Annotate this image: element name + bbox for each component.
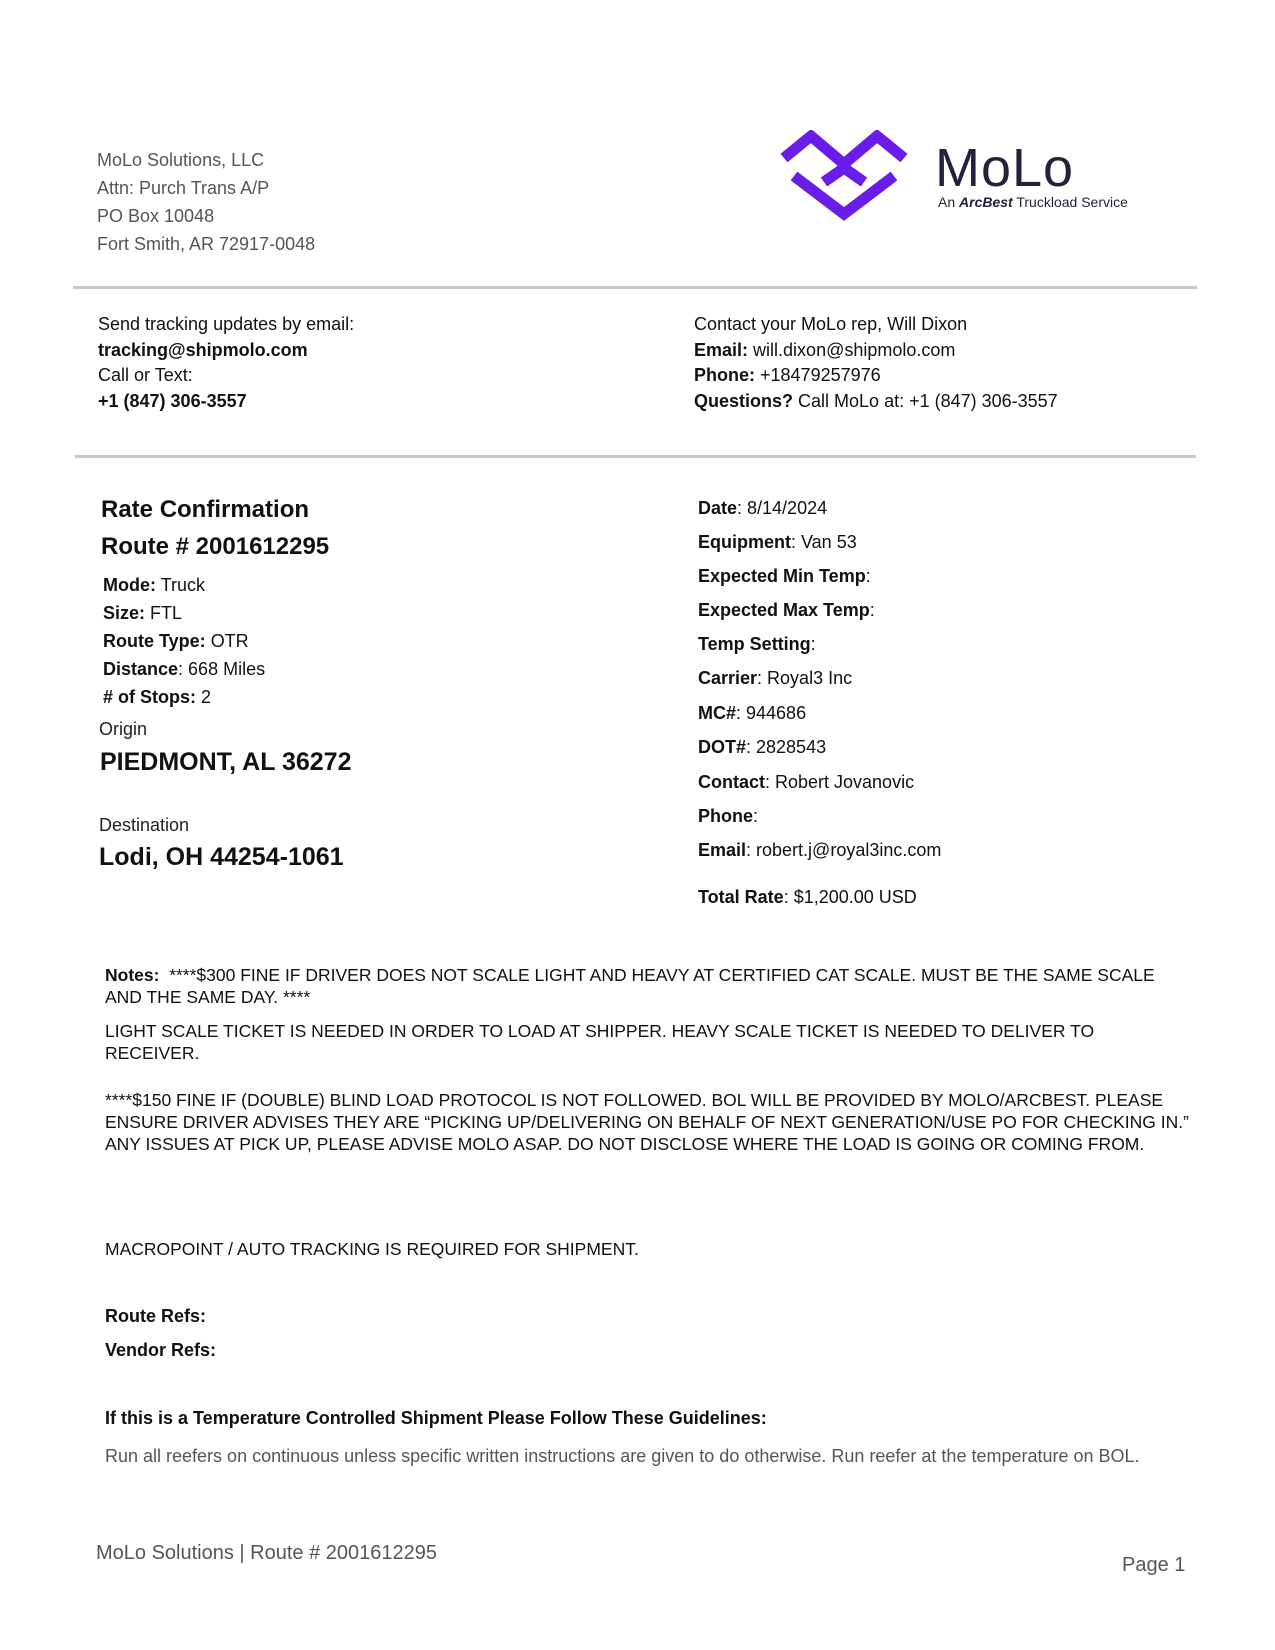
logo-tagline: An ArcBest Truckload Service xyxy=(938,194,1128,210)
equipment-row: Equipment: Van 53 xyxy=(698,532,857,552)
min-temp-row: Expected Min Temp: xyxy=(698,566,871,586)
route-refs-label: Route Refs: xyxy=(105,1306,207,1326)
rep-phone-row: Phone: +18479257976 xyxy=(694,365,881,385)
destination-location: Lodi, OH 44254-1061 xyxy=(99,843,344,871)
vendor-refs-label: Vendor Refs: xyxy=(105,1340,217,1360)
origin-label: Origin xyxy=(99,719,148,739)
arcbest-wordmark: ArcBest xyxy=(959,194,1013,210)
distance-row: Distance: 668 Miles xyxy=(103,659,266,679)
carrier-email-row: Email: robert.j@royal3inc.com xyxy=(698,840,942,860)
header-divider xyxy=(73,286,1197,289)
molo-mark-icon xyxy=(778,130,910,222)
tracking-email[interactable]: tracking@shipmolo.com xyxy=(98,339,308,360)
temp-setting-row: Temp Setting: xyxy=(698,634,816,654)
notes-label: Notes: xyxy=(105,965,160,985)
destination-label: Destination xyxy=(99,815,190,835)
rep-phone[interactable]: +18479257976 xyxy=(760,365,881,385)
address-line-4: Fort Smith, AR 72917-0048 xyxy=(97,234,316,254)
rep-email-row: Email: will.dixon@shipmolo.com xyxy=(694,339,956,360)
rep-questions-row: Questions? Call MoLo at: +1 (847) 306-3557 xyxy=(694,390,1058,411)
route-number: Route # 2001612295 xyxy=(101,533,330,560)
rep-email[interactable]: will.dixon@shipmolo.com xyxy=(753,339,956,360)
contact-divider xyxy=(75,455,1196,458)
temp-guidelines-heading: If this is a Temperature Controlled Shipment Please Follow These Guidelines: xyxy=(105,1408,767,1428)
origin-location: PIEDMONT, AL 36272 xyxy=(100,748,352,776)
notes-paragraph-2: LIGHT SCALE TICKET IS NEEDED IN ORDER TO LOAD AT SHIPPER. HEAVY SCALE TICKET IS NEEDED TO DELIVER TO RECEIVER. xyxy=(105,1021,1095,1063)
logo-wordmark: MoLo xyxy=(935,138,1075,198)
notes-paragraph-1: Notes: ****$300 FINE IF DRIVER DOES NOT SCALE LIGHT AND HEAVY AT CERTIFIED CAT SCALE. MUST BE THE SAME SCALE AND THE SAME DAY. **** xyxy=(105,965,1155,1007)
date-row: Date: 8/14/2024 xyxy=(698,498,828,518)
company-address xyxy=(97,146,315,258)
temp-guidelines-text: Run all reefers on continuous unless specific written instructions are given to do otherwise. Run reefer at the temperature on BOL. xyxy=(105,1446,1140,1466)
stops-row: # of Stops: 2 xyxy=(103,687,212,707)
tracking-intro: Send tracking updates by email: xyxy=(98,314,355,334)
tracking-call-label: Call or Text: xyxy=(98,365,193,385)
size-row: Size: FTL xyxy=(103,603,183,623)
total-rate-row: Total Rate: $1,200.00 USD xyxy=(698,887,917,907)
doc-title: Rate Confirmation xyxy=(101,496,310,523)
address-line-2: Attn: Purch Trans A/P xyxy=(97,178,270,198)
footer-route: MoLo Solutions | Route # 2001612295 xyxy=(96,1542,438,1564)
tracking-block xyxy=(98,312,354,414)
page-number: Page 1 xyxy=(1122,1554,1186,1576)
carrier-row: Carrier: Royal3 Inc xyxy=(698,668,853,688)
shipment-details xyxy=(698,498,1218,918)
carrier-phone-row: Phone: xyxy=(698,806,759,826)
molo-logo xyxy=(778,130,1138,222)
rep-intro: Contact your MoLo rep, Will Dixon xyxy=(694,314,968,334)
rep-block xyxy=(694,312,1058,414)
route-type-row: Route Type: OTR xyxy=(103,631,249,651)
max-temp-row: Expected Max Temp: xyxy=(698,600,875,620)
mode-row: Mode: Truck xyxy=(103,575,206,595)
notes-paragraph-3: ****$150 FINE IF (DOUBLE) BLIND LOAD PROTOCOL IS NOT FOLLOWED. BOL WILL BE PROVIDED BY MOLO/ARCBEST. PLEASE ENSURE DRIVER ADVISES THEY ARE “PICKING UP/DELIVERING ON BEHALF OF NEXT GENERATION/USE PO FOR CHECKING IN.” ANY ISSUES AT PICK UP, PLEASE ADVISE MOLO ASAP. DO NOT DISCLOSE WHERE THE LOAD IS GOING OR COMING FROM. xyxy=(105,1090,1189,1154)
dot-row: DOT#: 2828543 xyxy=(698,737,827,757)
address-line-3: PO Box 10048 xyxy=(97,206,215,226)
carrier-email[interactable]: : robert.j@royal3inc.com xyxy=(746,840,942,860)
tracking-phone[interactable]: +1 (847) 306-3557 xyxy=(98,390,247,411)
address-line-1: MoLo Solutions, LLC xyxy=(97,150,265,170)
contact-row: Contact: Robert Jovanovic xyxy=(698,772,915,792)
notes-paragraph-4: MACROPOINT / AUTO TRACKING IS REQUIRED FOR SHIPMENT. xyxy=(105,1239,639,1259)
mc-row: MC#: 944686 xyxy=(698,703,807,723)
